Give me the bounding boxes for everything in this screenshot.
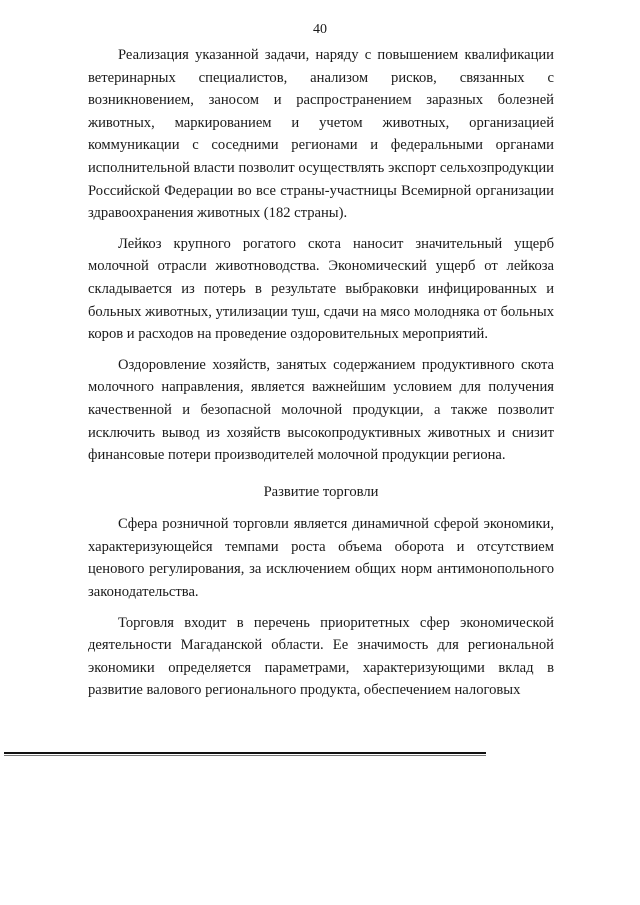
paragraph-veterinary-export: Реализация указанной задачи, наряду с повышением квалификации ветеринарных специалистов, анализом рисков, связанных с возникновением, заносом и распространением заразных болезней животных, маркированием и учетом животных, организацией коммуникации с соседними регионами и федеральными органами исполнительной власти позволит осуществлять экспорт сельхозпродукции Российской Федерации во все страны-участницы Всемирной организации здравоохранения животных (182 страны). [88,47,554,222]
paragraph-retail-sphere: Сфера розничной торговли является динамичной сферой экономики, характеризующейся темпами роста объема оборота и отсутствием ценового регулирования, за исключением общих норм антимонопольного законодательства. [88,516,554,601]
paragraph-farm-recovery: Оздоровление хозяйств, занятых содержанием продуктивного скота молочного направления, является важнейшим условием для получения качественной и безопасной молочной продукции, а также позволит исключить вывод из хозяйств высокопродуктивных животных и снизит финансовые потери производителей молочной продукции региона. [88,356,554,464]
footer-rule [4,752,486,754]
paragraph-leukosis-damage: Лейкоз крупного рогатого скота наносит значительный ущерб молочной отрасли животноводства. Экономический ущерб от лейкоза складывается из потерь в результате выбраковки инфицированных и больных животных, утилизации туш, сдачи на мясо молодняка от больных коров и расходов на проведение оздоровительных мероприятий. [88,235,554,343]
page-number: 40 [313,22,327,37]
paragraph-trade-priority: Торговля входит в перечень приоритетных сфер экономической деятельности Магаданской области. Ее значимость для региональной экономики определяется параметрами, характеризующими вклад в развитие валового регионального продукта, обеспечением налоговых [88,614,554,699]
section-heading-trade: Развитие торговли [263,483,379,500]
document-body [88,44,554,710]
